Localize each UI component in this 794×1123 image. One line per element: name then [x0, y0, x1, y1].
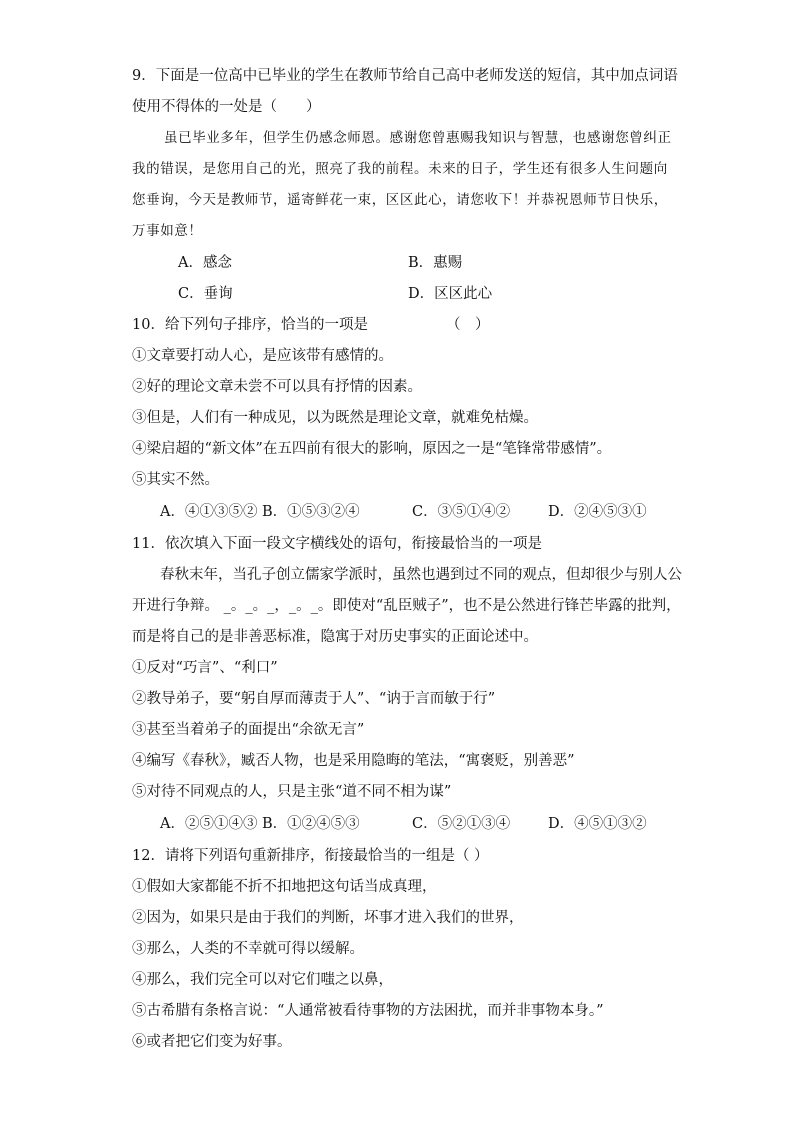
q9-stem-line1: 9．下面是一位高中已毕业的学生在教师节给自己高中老师发送的短信，其中加点词语	[132, 68, 678, 84]
q12-item: ①假如大家都能不折不扣地把这句话当成真理，	[132, 879, 437, 895]
q12-item: ④那么，我们完全可以对它们嗤之以鼻，	[132, 972, 393, 988]
q12-item: ⑥或者把它们变为好事。	[132, 1034, 292, 1050]
q11-item: ②教导弟子，要“躬自厚而薄责于人”、“讷于言而敏于行”	[132, 691, 496, 707]
q12-item: ⑤古希腊有条格言说：“人通常被看待事物的方法困扰，而并非事物本身。”	[132, 1003, 604, 1019]
q10-option-a: A．④①③⑤②	[160, 504, 258, 520]
q10-option-d: D．②④⑤③①	[548, 504, 647, 520]
q11-passage-line: 而是将自己的是非善恶标准，隐寓于对历史事实的正面论述中。	[132, 629, 538, 645]
q12-stem: 12．请将下列语句重新排序，衔接最恰当的一组是（ ）	[132, 848, 489, 864]
q11-item: ⑤对待不同观点的人，只是主张“道不同不相为谋”	[132, 784, 452, 800]
q11-item: ③甚至当着弟子的面提出“余欲无言”	[132, 722, 365, 738]
q10-item: ⑤其实不然。	[132, 472, 219, 488]
q10-option-b: B．①⑤③②④	[262, 504, 360, 520]
q9-option-a: A．感念	[178, 255, 232, 271]
q9-passage-line: 虽已毕业多年，但学生仍感念师恩。感谢您曾惠赐我知识与智慧，也感谢您曾纠正	[164, 130, 672, 146]
q10-item: ②好的理论文章未尝不可以具有抒情的因素。	[132, 379, 422, 395]
q11-option-c: C．⑤②①③④	[412, 816, 511, 832]
q9-passage-line: 您垂询，今天是教师节，遥寄鲜花一束，区区此心，请您收下！并恭祝恩师节日快乐，	[132, 192, 668, 208]
q10-option-c: C．③⑤①④②	[412, 504, 511, 520]
q11-stem: 11．依次填入下面一段文字横线处的语句，衔接最恰当的一项是	[132, 536, 542, 552]
q12-item: ③那么，人类的不幸就可得以缓解。	[132, 941, 364, 957]
q11-passage-line: 开进行争辩。 _。_。_，_。_。即使对“乱臣贼子”，也不是公然进行锋芒毕露的批判，	[132, 598, 681, 614]
q12-item: ②因为，如果只是由于我们的判断，坏事才进入我们的世界，	[132, 910, 524, 926]
q9-stem-line2: 使用不得体的一处是（ ）	[132, 99, 321, 115]
q11-item: ①反对“巧言”、“利口”	[132, 660, 278, 676]
q9-passage-line: 我的错误，是您用自己的光，照亮了我的前程。未来的日子，学生还有很多人生问题向	[132, 161, 668, 177]
q11-option-d: D．④⑤①③②	[548, 816, 647, 832]
q9-option-d: D．区区此心	[408, 286, 493, 302]
q10-item: ③但是，人们有一种成见，以为既然是理论文章，就难免枯燥。	[132, 410, 538, 426]
q9-passage-line: 万事如意！	[132, 223, 203, 239]
q10-item: ④梁启超的“新文体”在五四前有很大的影响，原因之一是“笔锋常带感情”。	[132, 441, 612, 457]
q10-answer-paren: （ ）	[446, 317, 490, 333]
q10-stem: 10．给下列句子排序，恰当的一项是	[132, 317, 368, 333]
q11-option-a: A．②⑤①④③	[160, 816, 258, 832]
q10-item: ①文章要打动人心，是应该带有感情的。	[132, 348, 393, 364]
q9-option-c: C．垂询	[178, 286, 233, 302]
q11-passage-line: 春秋末年，当孔子创立儒家学派时，虽然也遇到过不同的观点，但却很少与别人公	[160, 567, 682, 583]
q11-option-b: B．①②④⑤③	[262, 816, 360, 832]
q9-option-b: B．惠赐	[408, 255, 463, 271]
q11-item: ④编写《春秋》，臧否人物，也是采用隐晦的笔法，“寓褒贬，别善恶”	[132, 753, 575, 769]
